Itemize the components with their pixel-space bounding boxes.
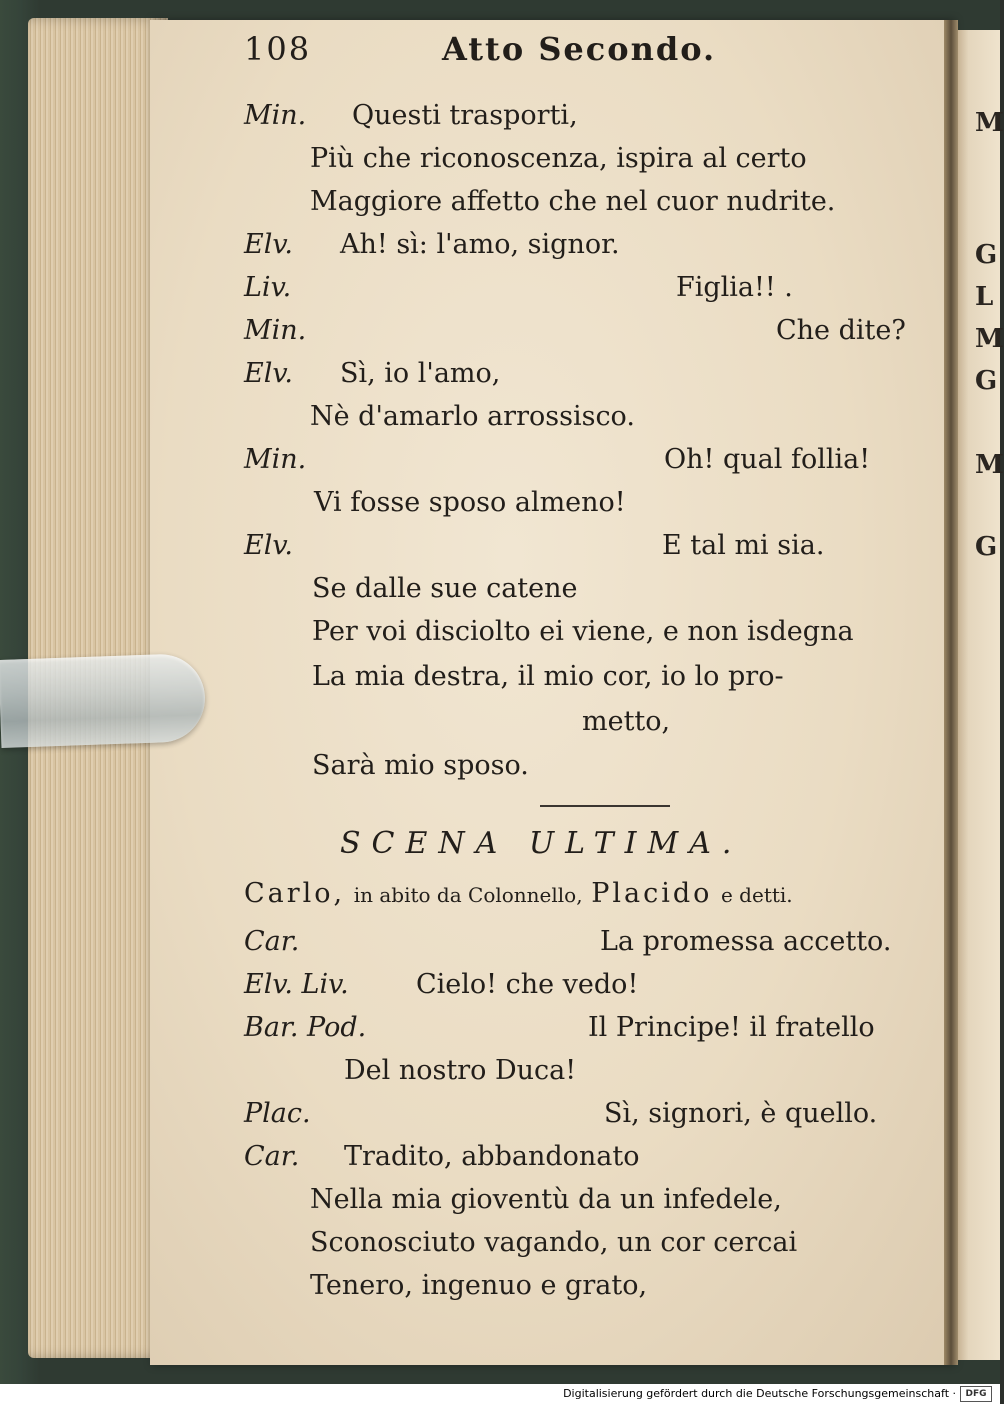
verse-line: Del nostro Duca! <box>344 1055 577 1086</box>
running-title: Atto Secondo. <box>442 30 717 68</box>
funding-credit: Digitalisierung gefördert durch die Deutsche Forschungsgemeinschaft · <box>563 1387 956 1400</box>
page-number: 108 <box>244 30 312 68</box>
facing-page-fragment: M <box>975 450 1004 480</box>
character-name: Placido <box>591 878 713 909</box>
speaker-label: Min. <box>244 444 307 475</box>
verse-line: Questi trasporti, <box>352 100 578 131</box>
scene-cast <box>244 878 793 909</box>
speaker-label: Plac. <box>244 1098 311 1129</box>
scan-footer <box>0 1384 1000 1404</box>
facing-page <box>955 30 1000 1360</box>
stage-direction: in abito da Colonnello, <box>353 883 583 907</box>
verse-line: Il Principe! il fratello <box>588 1012 875 1043</box>
verse-line: Oh! qual follia! <box>664 444 871 475</box>
verse-line: Figlia!! . <box>676 272 793 303</box>
verse-line: Sconosciuto vagando, un cor cercai <box>310 1227 798 1258</box>
verse-line: Per voi disciolto ei viene, e non isdegna <box>312 616 854 647</box>
facing-page-fragment: G <box>975 532 998 562</box>
verse-line: Maggiore affetto che nel cuor nudrite. <box>310 186 836 217</box>
verse-line: Che dite? <box>776 315 906 346</box>
speaker-label: Car. <box>244 1141 300 1172</box>
verse-line: Sì, signori, è quello. <box>604 1098 878 1129</box>
verse-line: Vi fosse sposo almeno! <box>314 487 626 518</box>
verse-line: Ah! sì: l'amo, signor. <box>340 229 620 260</box>
stage-direction: e detti. <box>720 883 793 907</box>
verse-line: Nella mia gioventù da un infedele, <box>310 1184 782 1215</box>
speaker-label: Min. <box>244 315 307 346</box>
section-divider <box>540 805 670 807</box>
speaker-label: Bar. Pod. <box>244 1012 367 1043</box>
verse-line: Se dalle sue catene <box>312 573 578 604</box>
verse-line: metto, <box>582 706 671 737</box>
verse-line: E tal mi sia. <box>662 530 825 561</box>
character-name: Carlo, <box>244 878 346 909</box>
verse-line: La promessa accetto. <box>600 926 892 957</box>
verse-line: Più che riconoscenza, ispira al certo <box>310 143 807 174</box>
speaker-label: Elv. Liv. <box>244 969 349 1000</box>
speaker-label: Min. <box>244 100 307 131</box>
facing-page-fragment: L <box>975 282 994 312</box>
facing-page-fragment: G <box>975 366 998 396</box>
page-holder-ruler <box>0 653 206 748</box>
dfg-logo: DFG <box>960 1386 992 1402</box>
speaker-label: Elv. <box>244 530 293 561</box>
speaker-label: Elv. <box>244 358 293 389</box>
verse-line: Sarà mio sposo. <box>312 750 529 781</box>
facing-page-fragment: M <box>975 324 1004 354</box>
verse-line: Sì, io l'amo, <box>340 358 501 389</box>
verse-line: Tenero, ingenuo e grato, <box>310 1270 648 1301</box>
verse-line: Cielo! che vedo! <box>416 969 639 1000</box>
book-gutter <box>944 20 958 1365</box>
speaker-label: Liv. <box>244 272 292 303</box>
facing-page-fragment: M <box>975 108 1004 138</box>
verse-line: Nè d'amarlo arrossisco. <box>310 401 635 432</box>
facing-page-fragment: G <box>975 240 998 270</box>
speaker-label: Elv. <box>244 229 293 260</box>
verse-line: Tradito, abbandonato <box>344 1141 640 1172</box>
speaker-label: Car. <box>244 926 300 957</box>
scene-title: SCENA ULTIMA. <box>340 826 743 861</box>
verse-line: La mia destra, il mio cor, io lo pro- <box>312 661 784 692</box>
